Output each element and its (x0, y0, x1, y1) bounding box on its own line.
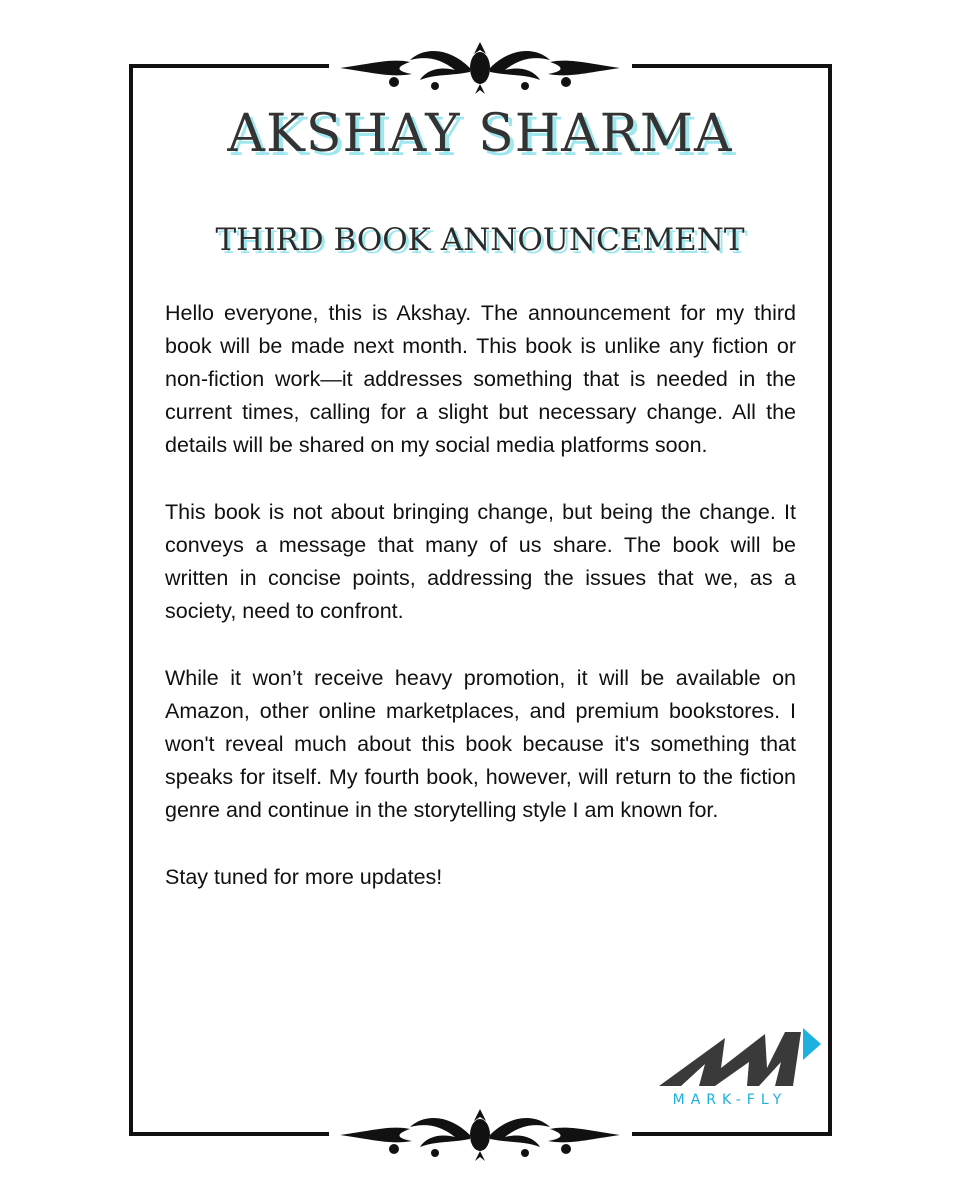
page-subtitle: THIRD BOOK ANNOUNCEMENT (215, 222, 745, 258)
frame-top-left-line (129, 64, 329, 68)
announcement-body (165, 297, 796, 928)
paragraph-2: This book is not about bringing change, but being the change. It conveys a message that many of us share. The book will be written in concise points, addressing the issues that we, as a society, need to confront. (165, 500, 796, 623)
paragraph-3: While it won’t receive heavy promotion, it will be available on Amazon, other online marketplaces, and premium bookstores. I won't reveal much about this book because it's something that speaks for itself. My fourth book, however, will return to the fiction genre and continue in the storytelling style I am known for. (165, 666, 796, 822)
mark-fly-logo (655, 1024, 825, 1114)
frame-bottom-right-line (632, 1132, 832, 1136)
page-title: AKSHAY SHARMA (227, 104, 733, 164)
bottom-ornament-icon (330, 1105, 630, 1165)
frame-top-right-line (632, 64, 832, 68)
frame-bottom-left-line (129, 1132, 329, 1136)
paragraph-4: Stay tuned for more updates! (165, 865, 443, 889)
paragraph-1: Hello everyone, this is Akshay. The announcement for my third book will be made next month. This book is unlike any fiction or non-fiction work—it addresses something that is needed in the current times, calling for a slight but necessary change. All the details will be shared on my social media platforms soon. (165, 301, 796, 457)
top-ornament-icon (330, 38, 630, 98)
mark-fly-logo-icon (655, 1024, 825, 1092)
logo-text: MARK-FLY (672, 1092, 788, 1108)
